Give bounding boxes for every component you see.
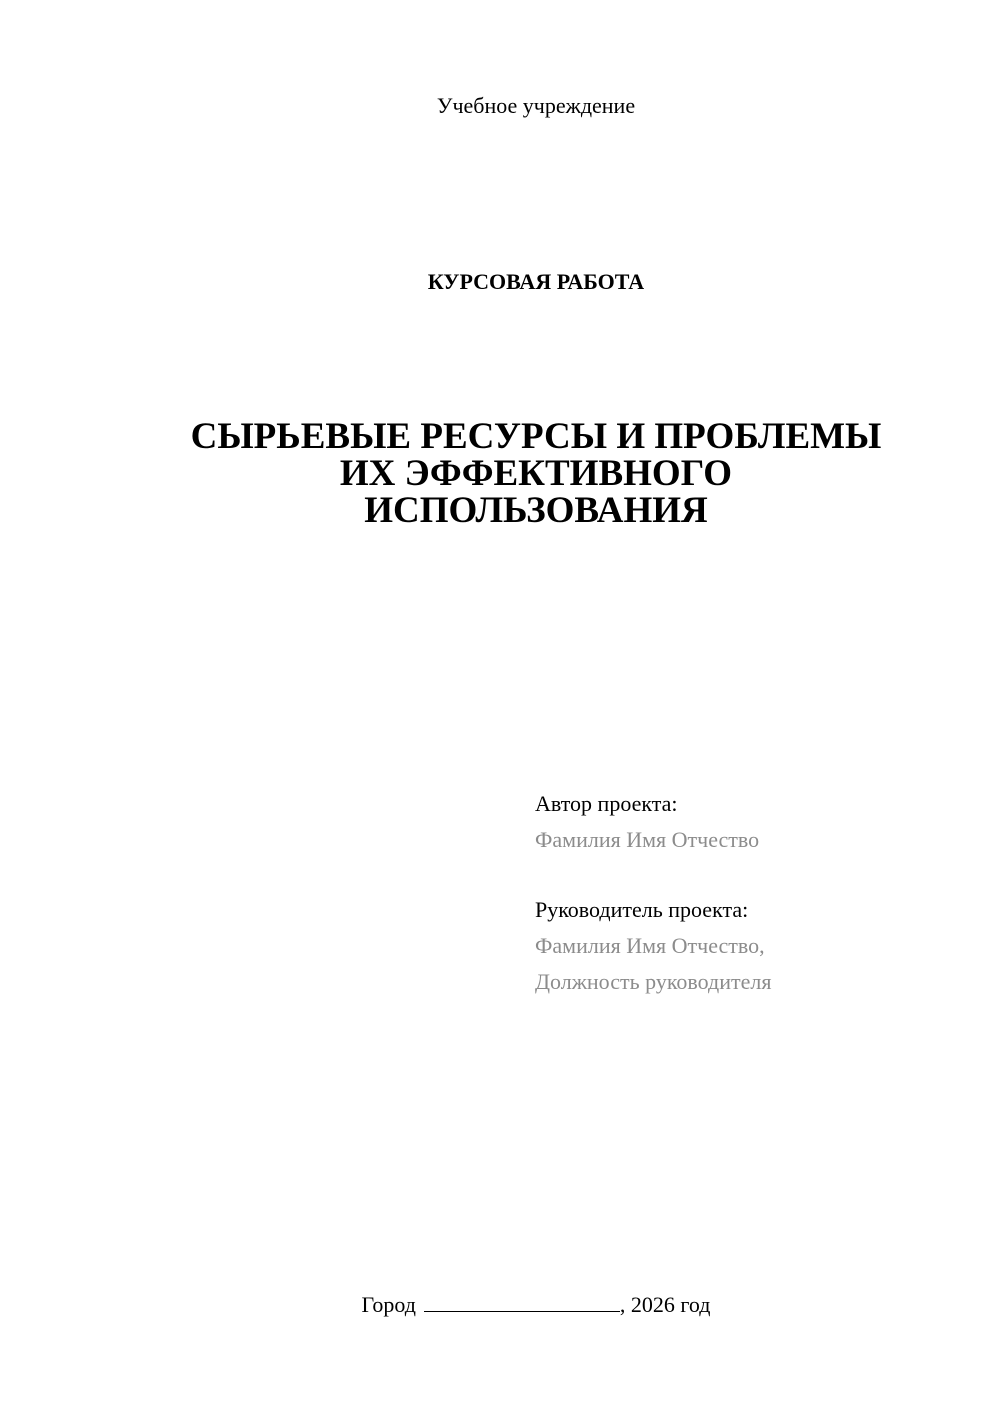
document-title <box>0 418 1000 529</box>
author-block <box>535 786 975 858</box>
author-label: Автор проекта: <box>535 791 678 816</box>
supervisor-name-placeholder: Фамилия Имя Отчество, <box>535 933 765 958</box>
title-line-1: СЫРЬЕВЫЕ РЕСУРСЫ И ПРОБЛЕМЫ <box>190 416 882 457</box>
work-type-heading: КУРСОВАЯ РАБОТА <box>427 269 645 294</box>
city-label: Город <box>361 1292 416 1317</box>
title-line-2: ИХ ЭФФЕКТИВНОГО <box>339 453 733 494</box>
supervisor-label: Руководитель проекта: <box>535 897 749 922</box>
institution-name: Учебное учреждение <box>436 93 636 118</box>
title-line-3: ИСПОЛЬЗОВАНИЯ <box>364 490 708 531</box>
supervisor-position-placeholder: Должность руководителя <box>535 969 772 994</box>
supervisor-block <box>535 892 975 1000</box>
year-text: , 2026 год <box>619 1292 711 1317</box>
author-name-placeholder: Фамилия Имя Отчество <box>535 827 760 852</box>
footer-city-year <box>0 1290 1000 1320</box>
city-blank-line <box>424 1291 620 1312</box>
